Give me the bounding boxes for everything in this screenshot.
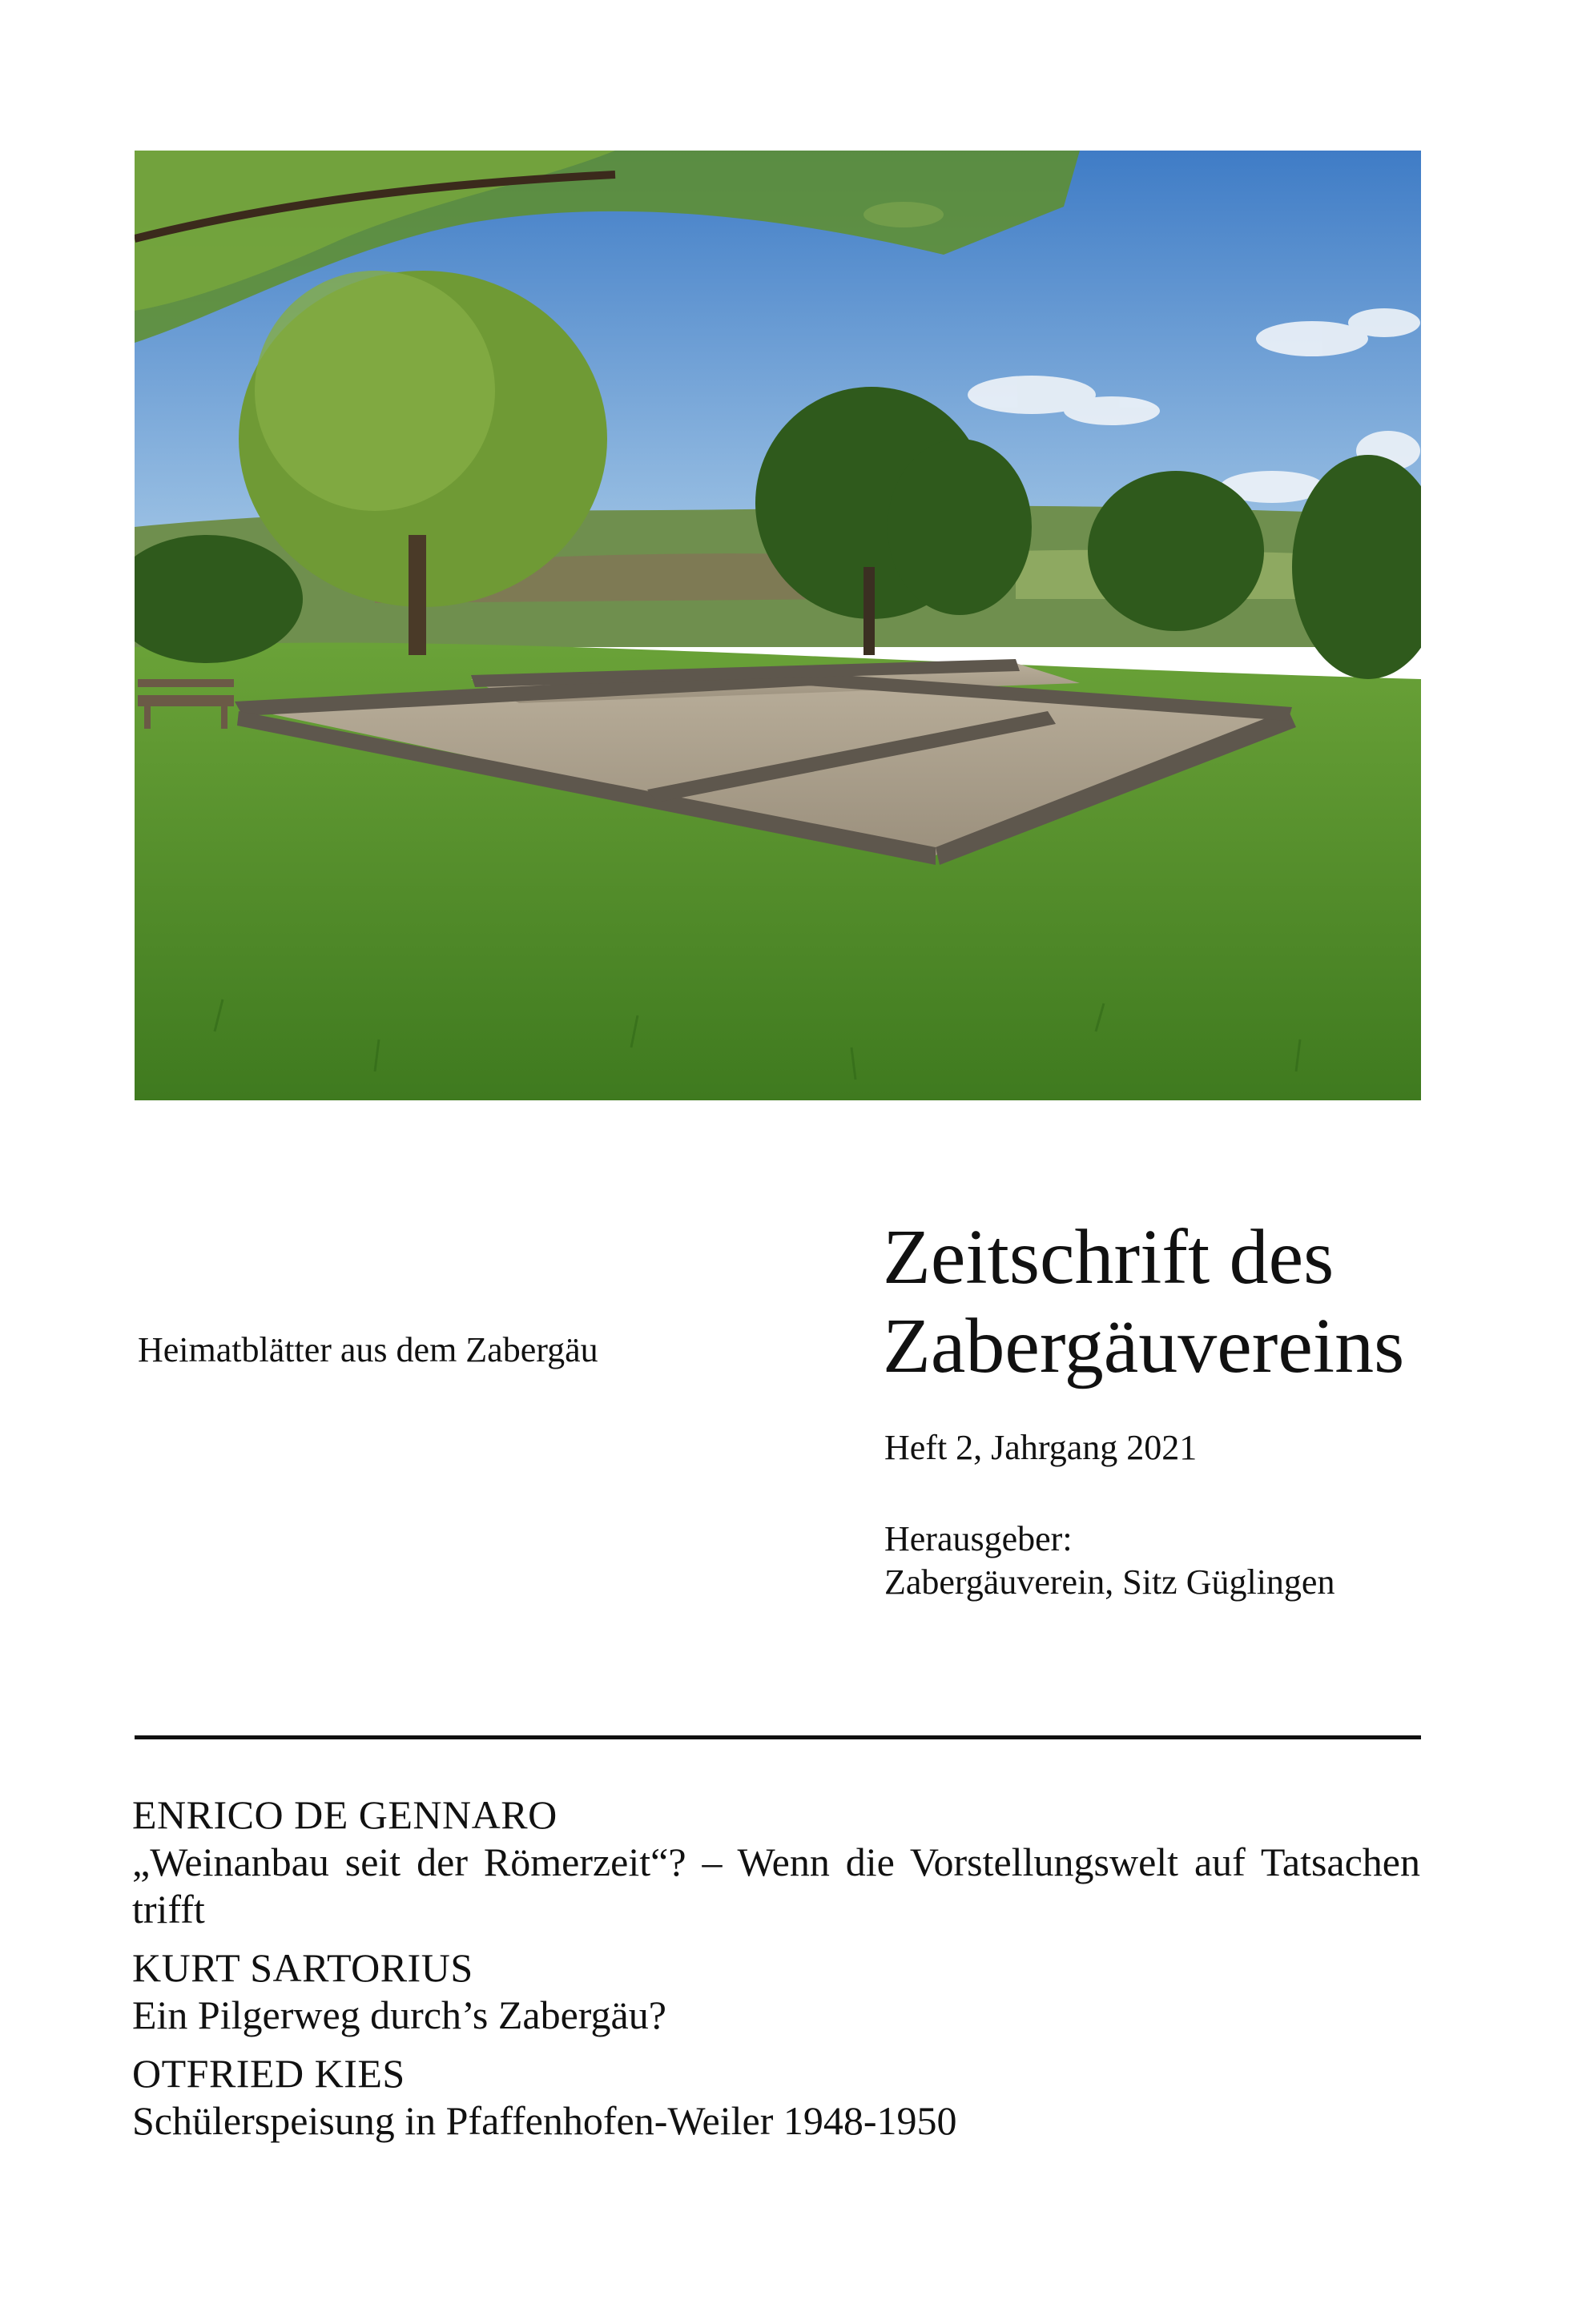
toc-title: Schülerspeisung in Pfaffenhofen-Weiler 1948-1950 bbox=[132, 2098, 957, 2143]
divider bbox=[135, 1735, 1421, 1739]
publisher-name: Zabergäuverein, Sitz Güglingen bbox=[884, 1562, 1335, 1602]
toc-entry bbox=[132, 2050, 1420, 2145]
journal-title-line-1: Zeitschrift des bbox=[883, 1214, 1334, 1301]
toc-author: KURT SARTORIUS bbox=[132, 1945, 473, 1990]
toc-title: Ein Pilgerweg durch’s Zabergäu? bbox=[132, 1992, 666, 2037]
issue-info: Heft 2, Jahrgang 2021 bbox=[884, 1428, 1198, 1467]
toc-author: ENRICO DE GENNARO bbox=[132, 1792, 558, 1837]
landscape-illustration bbox=[135, 151, 1421, 1100]
journal-title-line-2: Zabergäuvereins bbox=[883, 1302, 1405, 1389]
publisher-block bbox=[884, 1518, 1334, 1603]
journal-title bbox=[883, 1213, 1404, 1390]
publisher-label: Herausgeber: bbox=[884, 1519, 1073, 1558]
series-subtitle: Heimatblätter aus dem Zabergäu bbox=[138, 1330, 598, 1369]
toc-entry bbox=[132, 1944, 1420, 2039]
toc-author: OTFRIED KIES bbox=[132, 2051, 405, 2096]
toc-title: „Weinanbau seit der Römerzeit“? – Wenn die Vorstellungswelt auf Tatsachen trifft bbox=[132, 1839, 1420, 1932]
toc-entry bbox=[132, 1791, 1420, 1933]
table-of-contents bbox=[132, 1791, 1420, 2156]
cover-photo bbox=[135, 151, 1421, 1100]
